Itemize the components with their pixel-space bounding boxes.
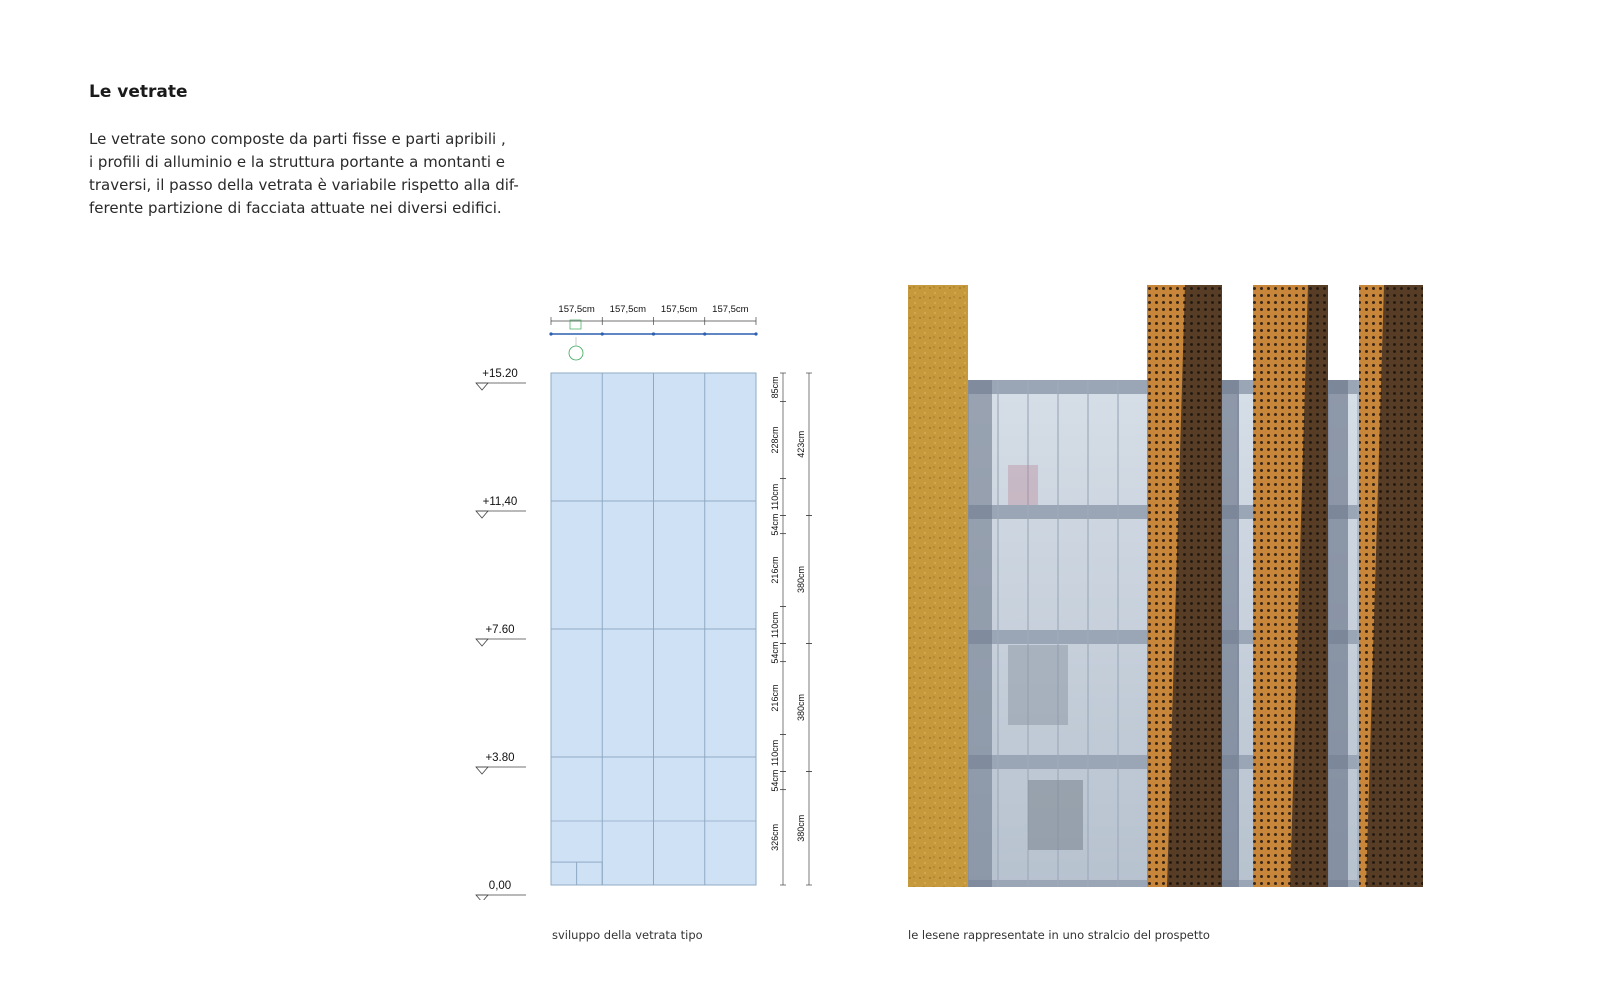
plan-node [703, 332, 706, 335]
outer-dimension-label: 380cm [796, 565, 806, 593]
inner-dimension-label: 110cm [770, 483, 780, 511]
intro-line: ferente partizione di facciata attuate nei diversi edifici. [89, 199, 502, 217]
level-label: +15.20 [482, 368, 518, 380]
facade-render [908, 285, 1423, 887]
intro-line: traversi, il passo della vetrata è variabile rispetto alla dif- [89, 176, 519, 194]
curtain-wall-elevation-drawing [470, 290, 830, 900]
inner-dimension-label: 85cm [770, 376, 780, 399]
intro-line: Le vetrate sono composte da parti fisse e parti apribili , [89, 130, 506, 148]
glass-shadow [968, 380, 992, 887]
level-triangle [476, 511, 488, 518]
inner-dimension-label: 54cm [770, 769, 780, 792]
inner-dimension-label: 228cm [770, 426, 780, 454]
drawing-caption: sviluppo della vetrata tipo [552, 928, 703, 942]
glass-shadow [1328, 380, 1348, 887]
glass-shadow [1221, 380, 1239, 887]
outer-dimension-label: 380cm [796, 814, 806, 842]
interior-shelf [1008, 645, 1068, 725]
inner-dimension-label: 216cm [770, 556, 780, 584]
level-triangle [476, 383, 488, 390]
level-label: 0,00 [488, 880, 512, 892]
plan-node [601, 332, 604, 335]
inner-dimension-label: 216cm [770, 684, 780, 712]
plan-node [549, 332, 552, 335]
inner-dimension-label: 110cm [770, 739, 780, 767]
concrete-pillar [908, 285, 968, 887]
outer-dimension-label: 423cm [796, 430, 806, 458]
interior-artwork [1008, 465, 1038, 505]
interior-object [1028, 780, 1083, 850]
inner-dimension-label: 54cm [770, 513, 780, 536]
level-label: +7.60 [485, 624, 515, 636]
module-width-label: 157,5cm [609, 304, 647, 315]
elevation-svg [470, 290, 830, 900]
level-triangle [476, 895, 488, 900]
module-width-label: 157,5cm [558, 304, 595, 315]
level-label: +3.80 [485, 752, 515, 764]
page-title: Le vetrate [89, 82, 188, 102]
module-width-label: 157,5cm [712, 304, 749, 315]
intro-paragraph [89, 128, 549, 220]
inner-dimension-label: 110cm [770, 611, 780, 639]
outer-dimension-label: 380cm [796, 693, 806, 721]
plan-node [652, 332, 655, 335]
plan-node [754, 332, 757, 335]
green-note-circle [569, 346, 583, 360]
facade-render-svg [908, 285, 1423, 887]
level-triangle [476, 767, 488, 774]
inner-dimension-label: 326cm [770, 823, 780, 851]
module-width-label: 157,5cm [660, 304, 698, 315]
level-label: +11,40 [482, 496, 518, 508]
render-caption: le lesene rappresentate in uno stralcio del prospetto [908, 928, 1210, 942]
intro-line: i profili di alluminio e la struttura portante a montanti e [89, 153, 506, 171]
level-triangle [476, 639, 488, 646]
inner-dimension-label: 54cm [770, 641, 780, 664]
